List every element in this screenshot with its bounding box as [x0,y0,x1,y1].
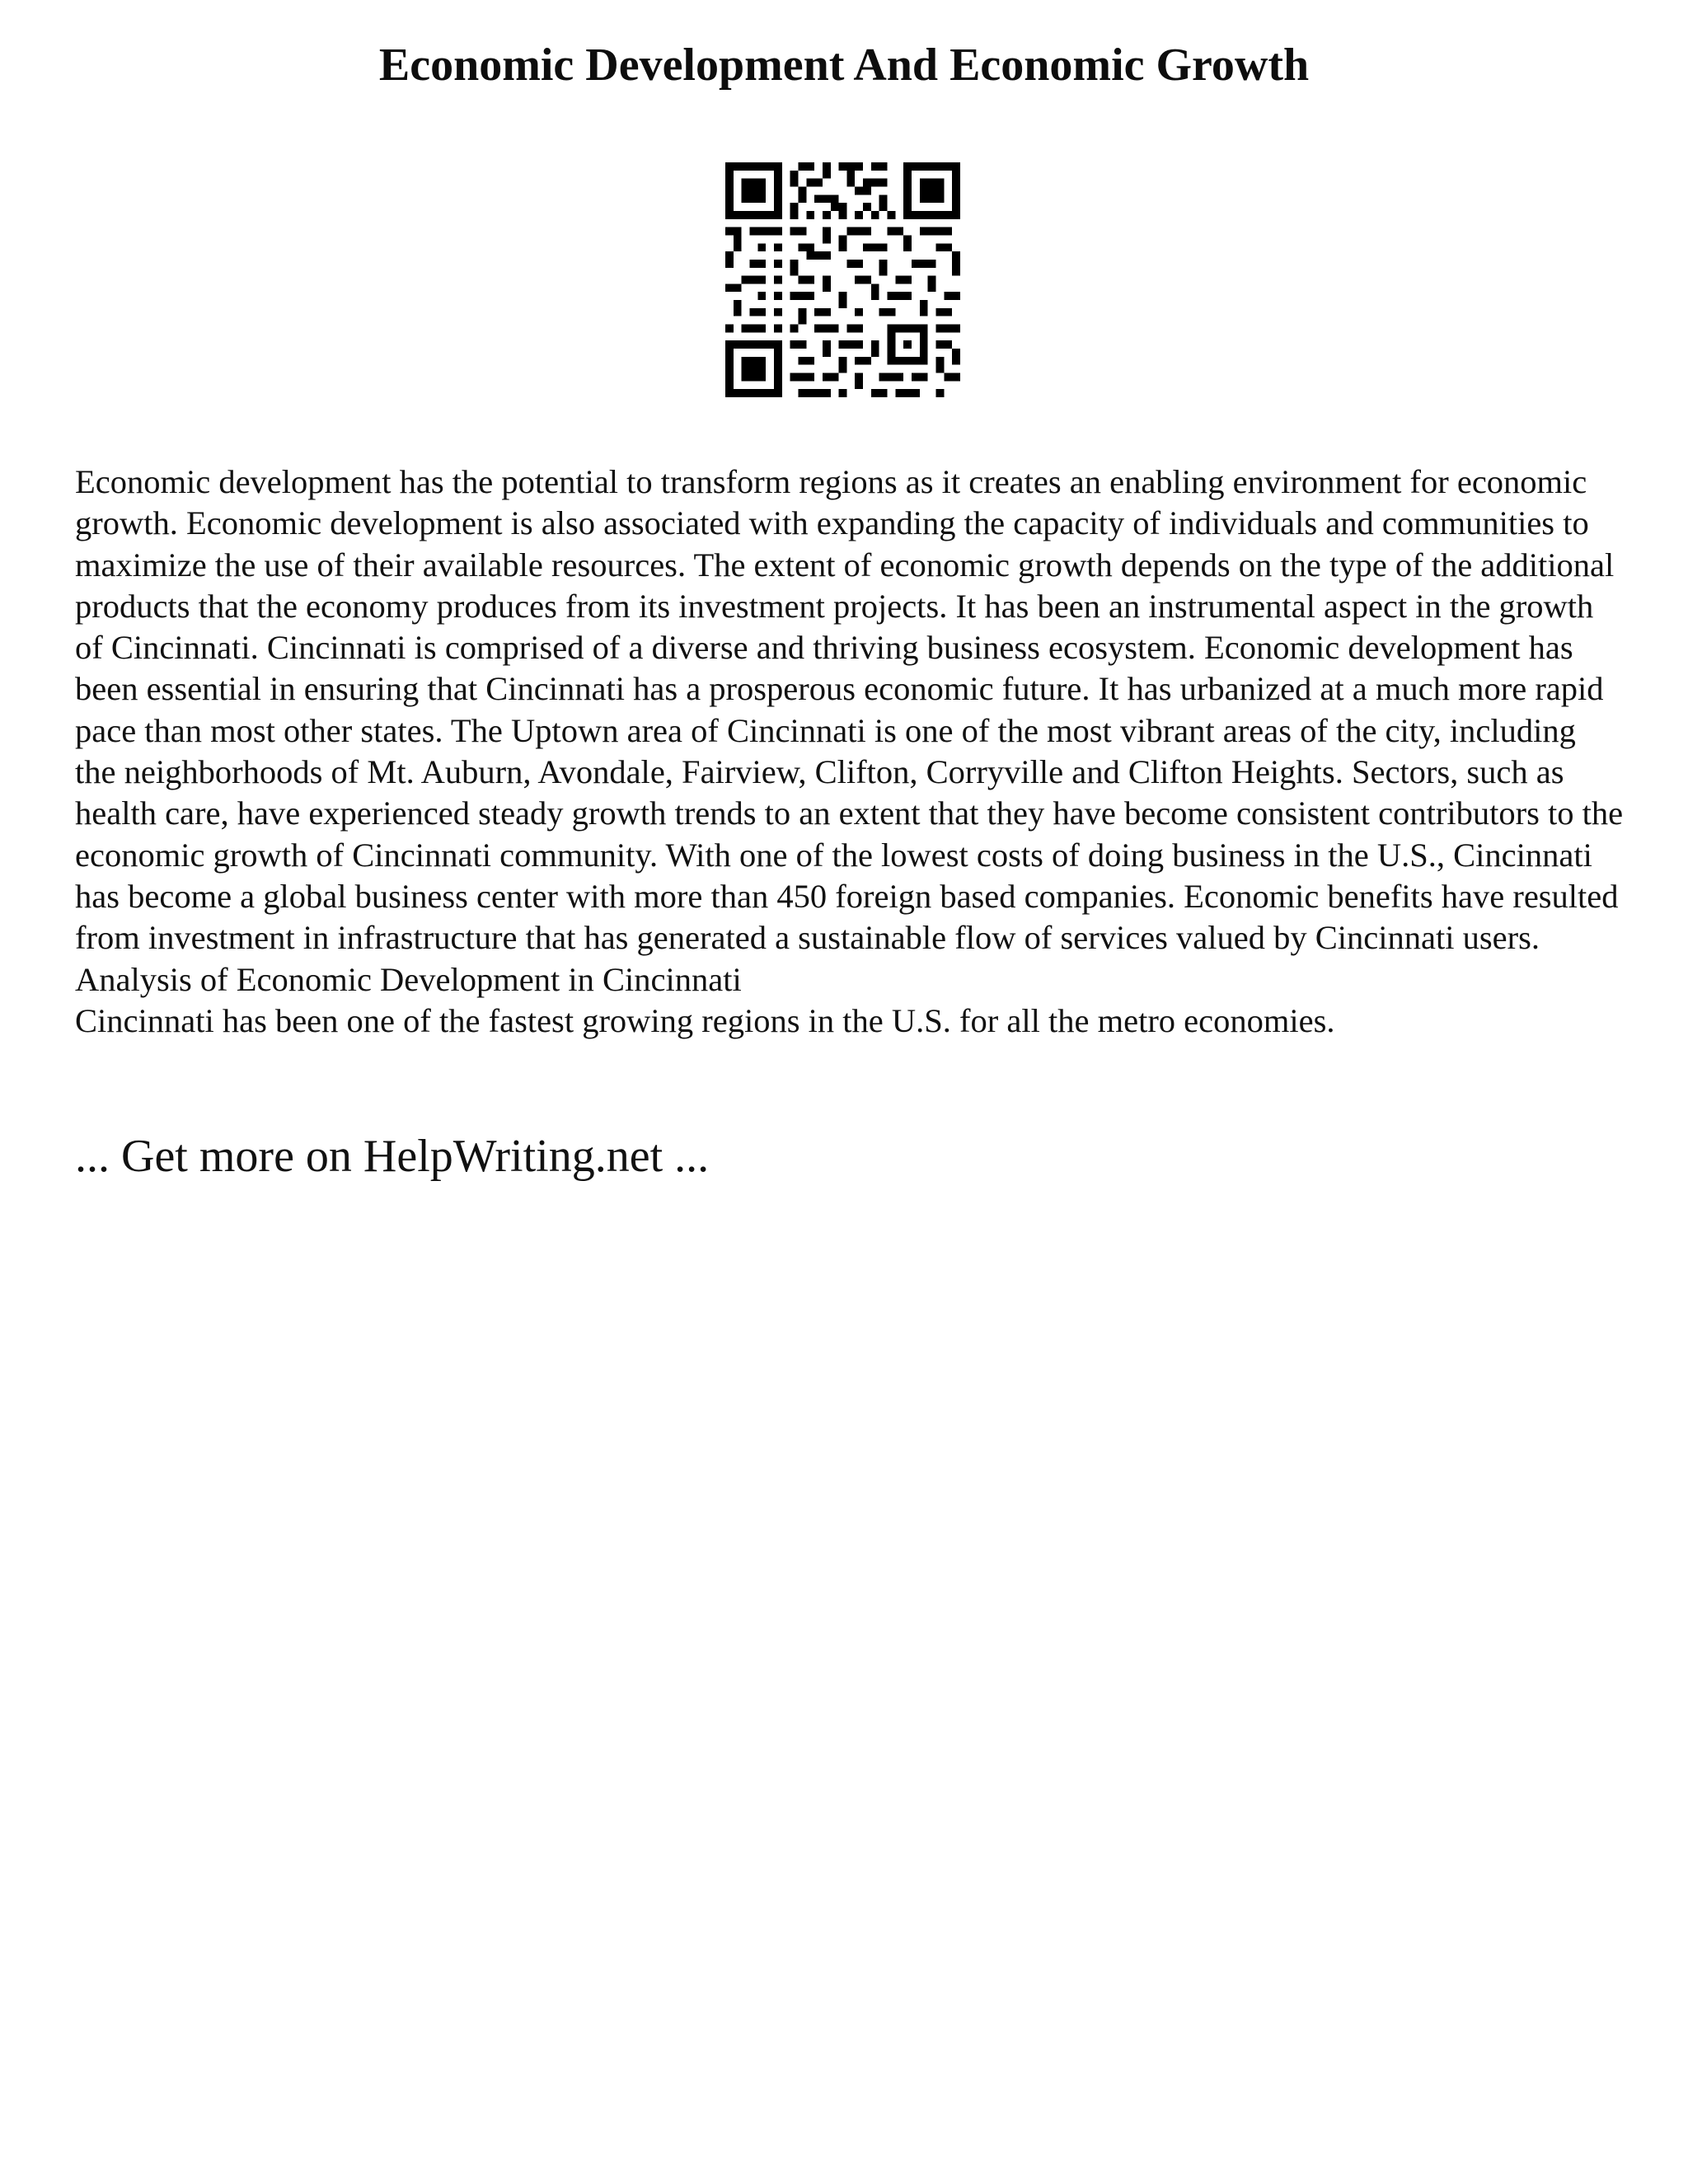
page-title: Economic Development And Economic Growth [378,40,1310,91]
qr-code-icon [725,162,960,397]
article-body [75,462,1625,1042]
paragraph-analysis: Cincinnati has been one of the fastest growing regions in the U.S. for all the metro economies. [75,1001,1335,1039]
section-heading: Analysis of Economic Development in Cincinnati [75,960,742,998]
paragraph-intro: Economic development has the potential to transform regions as it creates an enabling environment for economic growth. Economic development is also associated with expanding the capacity of individuals and communities to maximize the use of their available resources. The extent of economic growth depends on the type of the additional products that the economy produces from its investment projects. It has been an instrumental aspect in the growth of Cincinnati. Cincinnati is comprised of a diverse and thriving business ecosystem. Economic development has been essential in ensuring that Cincinnati has a prosperous economic future. It has urbanized at a much more rapid pace than most other states. The Uptown area of Cincinnati is one of the most vibrant areas of the city, including the neighborhoods of Mt. Auburn, Avondale, Fairview, Clifton, Corryville and Clifton Heights. Sectors, such as health care, have experienced steady growth trends to an extent that they have become consistent contributors to the economic growth of Cincinnati community. With one of the lowest costs of doing business in the U.S., Cincinnati has become a global business center with more than 450 foreign based companies. Economic benefits have resulted from investment in infrastructure that has generated a sustainable flow of services valued by Cincinnati users. [75,463,1624,957]
get-more-link[interactable]: ... Get more on HelpWriting.net ... [75,1131,710,1182]
